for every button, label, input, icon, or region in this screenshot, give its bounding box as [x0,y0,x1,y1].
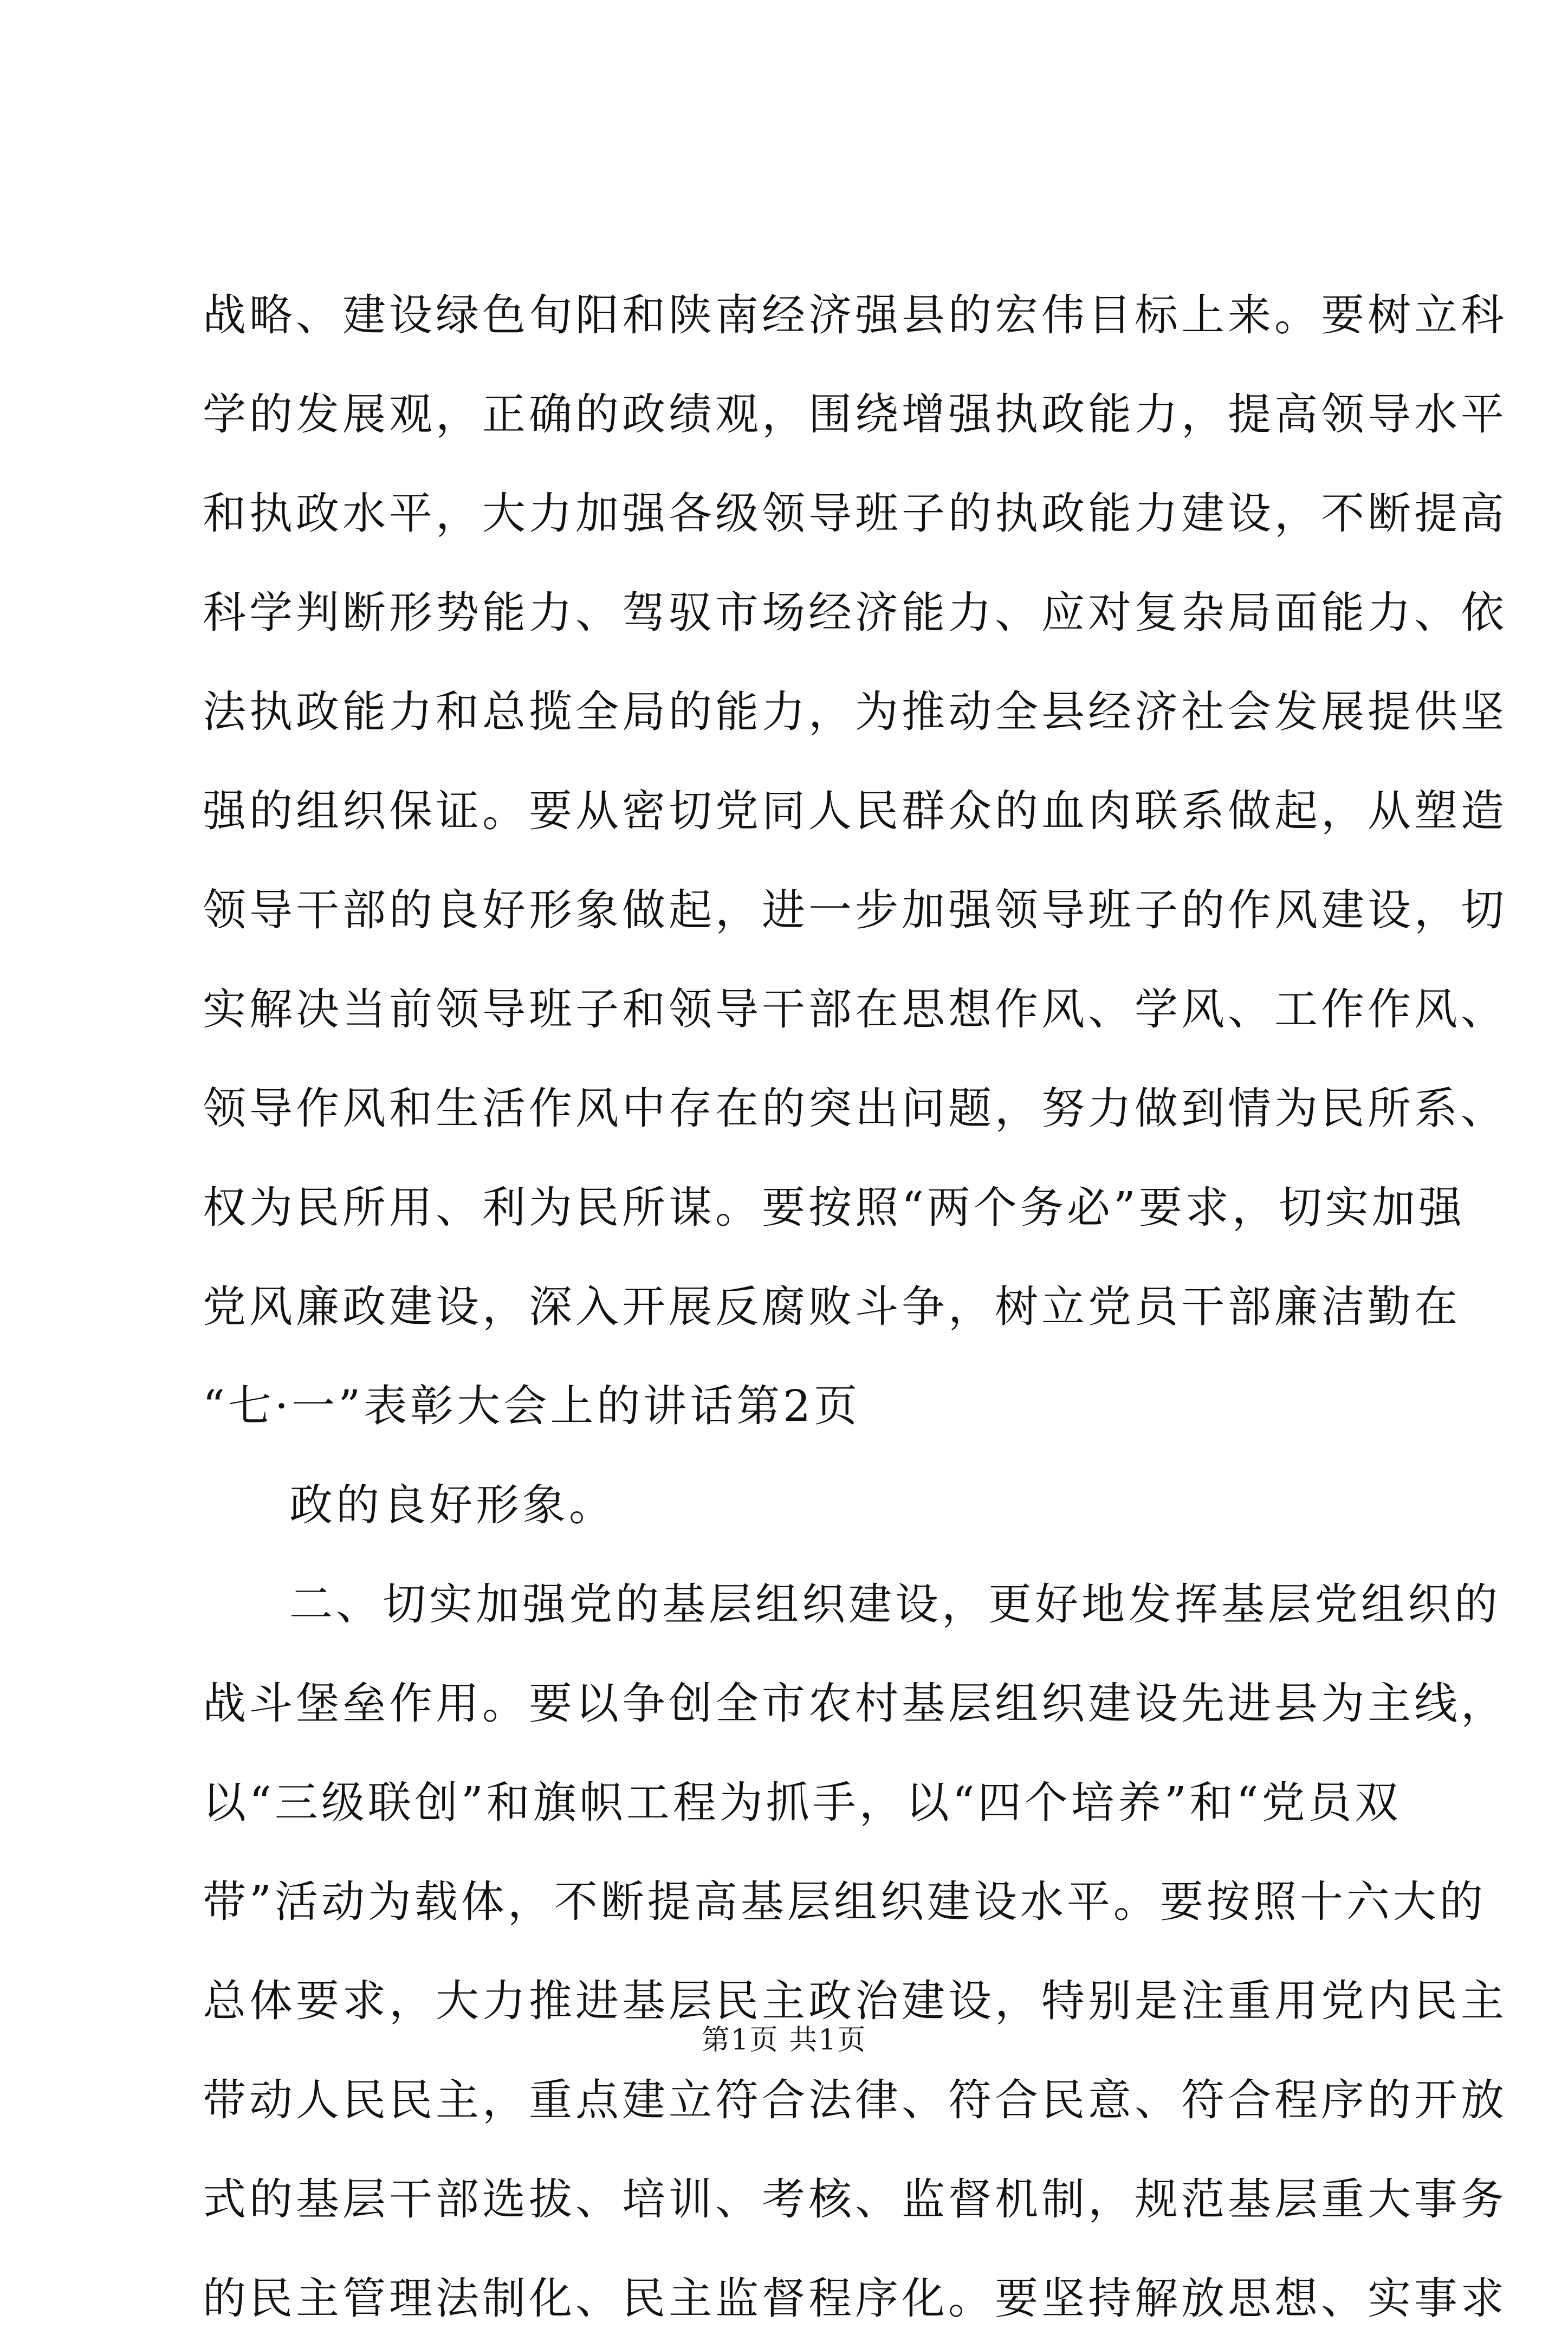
text-line: 学的发展观，正确的政绩观，围绕增强执政能力，提高领导水平 [203,389,1507,439]
text-line: 科学判断形势能力、驾驭市场经济能力、应对复杂局面能力、依 [203,587,1507,638]
text-line: 权为民所用、利为民所谋。要按照“两个务必”要求，切实加强 [203,1182,1465,1233]
text-line: 党风廉政建设，深入开展反腐败斗争，树立党员干部廉洁勤在 [203,1282,1461,1332]
text-line: 领导干部的良好形象做起，进一步加强领导班子的作风建设，切 [203,885,1507,935]
text-line: 战略、建设绿色旬阳和陕南经济强县的宏伟目标上来。要树立科 [203,290,1507,340]
page-footer: 第1页 共1页 [701,2024,867,2056]
text-line: 实解决当前领导班子和领导干部在思想作风、学风、工作作风、 [203,984,1507,1034]
text-line: 法执政能力和总揽全局的能力，为推动全县经济社会发展提供坚 [203,687,1507,737]
running-header-line: “七·一”表彰大会上的讲话第2页 [203,1381,861,1431]
text-line: 式的基层干部选拔、培训、考核、监督机制，规范基层重大事务 [203,2174,1507,2224]
text-line: 以“三级联创”和旗帜工程为抓手，以“四个培养”和“党员双 [203,1777,1402,1828]
text-line: 和执政水平，大力加强各级领导班子的执政能力建设，不断提高 [203,488,1507,539]
text-line: 领导作风和生活作风中存在的突出问题，努力做到情为民所系、 [203,1083,1507,1134]
text-line: 带动人民民主，重点建立符合法律、符合民意、符合程序的开放 [203,2075,1507,2125]
text-line: 政的良好形象。 [289,1480,615,1530]
text-line: 强的组织保证。要从密切党同人民群众的血肉联系做起，从塑造 [203,786,1507,836]
section-heading-line: 二、切实加强党的基层组织建设，更好地发挥基层党组织的 [289,1579,1501,1629]
text-line: 总体要求，大力推进基层民主政治建设，特别是注重用党内民主 [203,1976,1507,2026]
text-line: 带”活动为载体，不断提高基层组织建设水平。要按照十六大的 [203,1877,1486,1927]
text-line: 战斗堡垒作用。要以争创全市农村基层组织建设先进县为主线， [203,1678,1507,1729]
text-line: 的民主管理法制化、民主监督程序化。要坚持解放思想、实事求 [203,2273,1507,2324]
